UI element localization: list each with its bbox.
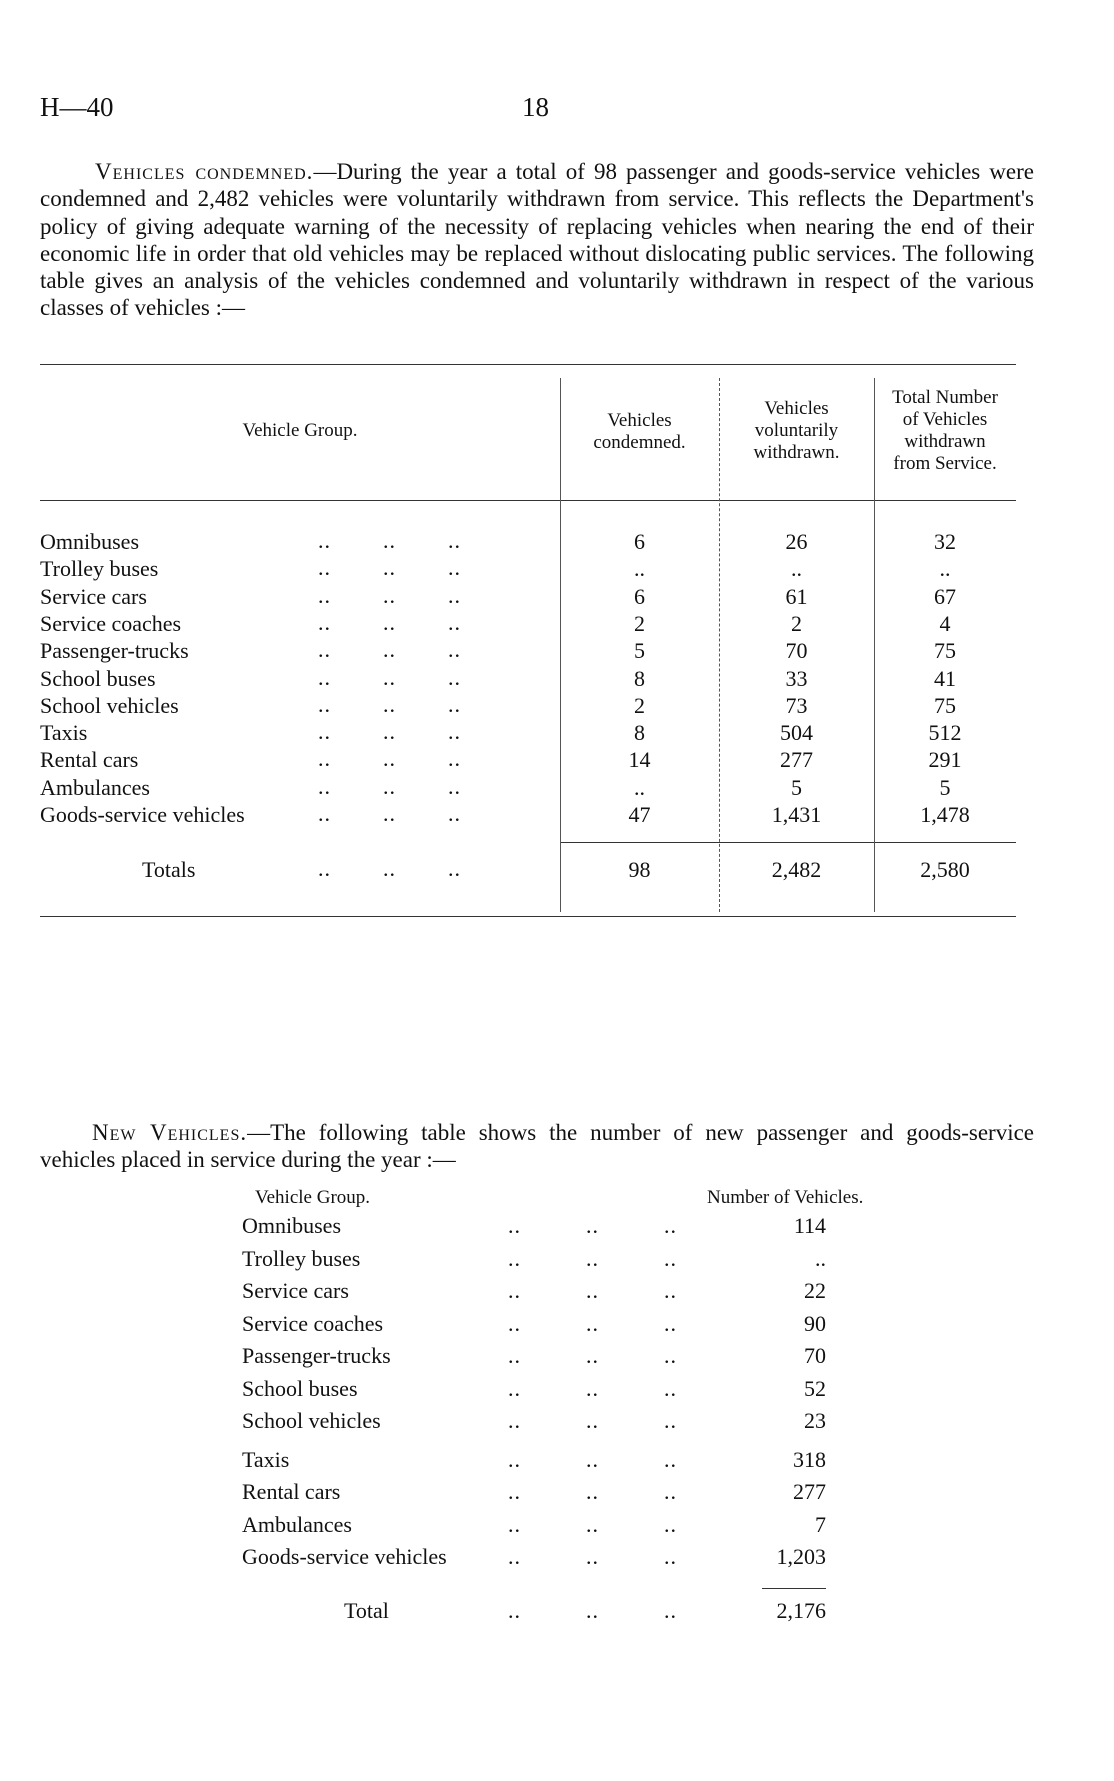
row-withdrawn: 61 bbox=[785, 583, 808, 609]
row-number: 7 bbox=[815, 1511, 826, 1537]
header-line: Total Number bbox=[892, 387, 998, 408]
row-withdrawn: .. bbox=[791, 556, 802, 582]
paragraph-text: —During the year a total of 98 passenger and goods-service vehicles were condemned and 2,482 vehicles were voluntarily withdrawn from service. This reflects the Department's policy of giving adequate warning of the necessity of replacing vehicles when nearing the end of their economic life in order that old vehicles may be replaced without dislocating public services. The following table gives an analysis of the vehicles condemned and voluntarily withdrawn in respect of the various classes of vehicles :— bbox=[40, 159, 1034, 321]
row-total: 41 bbox=[934, 665, 956, 691]
row-condemned: 14 bbox=[628, 747, 651, 773]
paragraph-text: —The following table shows the number of new passenger and goods-service vehicles placed in service during the year :— bbox=[40, 1120, 1034, 1173]
row-condemned: 47 bbox=[628, 802, 651, 827]
row-number: .. bbox=[815, 1245, 826, 1271]
leader-dots: .. .. .. bbox=[318, 773, 461, 799]
leader-dots: .. .. .. bbox=[318, 637, 461, 663]
row-total: 75 bbox=[934, 692, 956, 718]
row-withdrawn: 277 bbox=[780, 747, 813, 773]
row-total: 291 bbox=[928, 747, 962, 773]
row-vehicle-group: Trolley buses bbox=[40, 556, 159, 582]
row-vehicle-group: Passenger-trucks bbox=[40, 638, 189, 664]
page-number: 18 bbox=[522, 92, 549, 122]
row-number: 90 bbox=[804, 1310, 826, 1336]
total-rule bbox=[762, 1588, 826, 1589]
row-total: 512 bbox=[928, 720, 962, 746]
leader-dots: .. .. .. bbox=[318, 856, 461, 881]
section-heading: New Vehicles. bbox=[92, 1120, 248, 1145]
row-withdrawn: 33 bbox=[785, 665, 808, 691]
header-line: Vehicles bbox=[764, 398, 829, 419]
header-line: condemned. bbox=[593, 432, 686, 453]
row-vehicle-group: Rental cars bbox=[40, 747, 139, 773]
leader-dots: .. .. .. bbox=[318, 555, 461, 581]
row-condemned: 5 bbox=[634, 638, 645, 664]
row-withdrawn: 70 bbox=[785, 638, 808, 664]
table-header-rule bbox=[40, 500, 1016, 501]
header-line: from Service. bbox=[893, 453, 997, 474]
row-total: 1,478 bbox=[920, 802, 970, 827]
section-heading: Vehicles condemned. bbox=[95, 159, 314, 184]
report-reference: H—40 bbox=[40, 92, 114, 122]
leader-dots: .. .. .. bbox=[508, 1511, 677, 1537]
row-vehicle-group: School vehicles bbox=[242, 1408, 381, 1433]
row-withdrawn: 73 bbox=[785, 692, 808, 718]
row-vehicle-group: Rental cars bbox=[242, 1479, 341, 1504]
row-condemned: 2 bbox=[634, 610, 645, 636]
leader-dots: .. .. .. bbox=[508, 1213, 677, 1238]
totals-total: 2,580 bbox=[920, 857, 970, 882]
header-vehicle-group: Vehicle Group. bbox=[255, 1187, 371, 1208]
row-number: 23 bbox=[804, 1408, 826, 1433]
row-number: 22 bbox=[804, 1278, 826, 1303]
row-vehicle-group: Trolley buses bbox=[242, 1245, 361, 1271]
row-vehicle-group: Service cars bbox=[242, 1278, 349, 1303]
row-withdrawn: 504 bbox=[780, 720, 813, 746]
row-vehicle-group: Goods-service vehicles bbox=[40, 802, 245, 827]
row-total: 32 bbox=[934, 529, 956, 554]
row-withdrawn: 2 bbox=[791, 610, 802, 636]
table-bottom-rule bbox=[40, 916, 1016, 917]
leader-dots: .. .. .. bbox=[318, 528, 461, 553]
row-vehicle-group: School buses bbox=[40, 665, 156, 691]
row-condemned: 8 bbox=[634, 665, 645, 691]
leader-dots: .. .. .. bbox=[508, 1375, 677, 1401]
leader-dots: .. .. .. bbox=[318, 582, 461, 608]
paragraph-new-vehicles bbox=[40, 1119, 1034, 1174]
row-withdrawn: 26 bbox=[785, 529, 808, 554]
header-line: of Vehicles bbox=[902, 409, 988, 430]
row-vehicle-group: Taxis bbox=[242, 1446, 290, 1472]
header-withdrawn bbox=[719, 398, 874, 464]
header-line: Vehicles bbox=[607, 410, 672, 431]
leader-dots: .. .. .. bbox=[318, 801, 461, 826]
leader-dots: .. .. .. bbox=[508, 1446, 677, 1472]
leader-dots: .. .. .. bbox=[508, 1408, 677, 1433]
leader-dots: .. .. .. bbox=[508, 1278, 677, 1303]
row-total: 67 bbox=[934, 583, 956, 609]
header-line: voluntarily bbox=[754, 420, 839, 441]
header-number-of-vehicles: Number of Vehicles. bbox=[707, 1187, 864, 1208]
row-condemned: 8 bbox=[634, 720, 645, 746]
row-condemned: 6 bbox=[634, 583, 645, 609]
row-vehicle-group: School vehicles bbox=[40, 692, 179, 718]
leader-dots: .. .. .. bbox=[508, 1544, 677, 1569]
row-total: .. bbox=[939, 556, 951, 582]
row-vehicle-group: Ambulances bbox=[242, 1511, 352, 1537]
total-number: 2,176 bbox=[776, 1598, 826, 1623]
row-number: 114 bbox=[793, 1213, 826, 1238]
header-condemned bbox=[560, 410, 719, 454]
row-number: 277 bbox=[793, 1479, 826, 1504]
leader-dots: .. .. .. bbox=[318, 664, 461, 690]
header-vehicle-group: Vehicle Group. bbox=[242, 420, 358, 441]
paragraph-vehicles-condemned bbox=[40, 158, 1034, 322]
row-total: 5 bbox=[939, 774, 951, 800]
row-vehicle-group: School buses bbox=[242, 1375, 358, 1401]
row-vehicle-group: Omnibuses bbox=[40, 529, 139, 554]
header-line: withdrawn. bbox=[753, 442, 840, 463]
totals-label: Totals bbox=[142, 857, 196, 882]
row-condemned: .. bbox=[634, 556, 645, 582]
totals-rule bbox=[560, 842, 1016, 843]
header-line: withdrawn bbox=[904, 431, 986, 452]
leader-dots: .. .. .. bbox=[318, 691, 461, 717]
row-number: 52 bbox=[804, 1375, 826, 1401]
row-total: 75 bbox=[934, 638, 956, 664]
leader-dots: .. .. .. bbox=[318, 719, 461, 745]
row-condemned: .. bbox=[634, 774, 645, 800]
row-vehicle-group: Ambulances bbox=[40, 774, 150, 800]
totals-condemned: 98 bbox=[628, 857, 651, 882]
table-top-rule bbox=[40, 364, 1016, 365]
leader-dots: .. .. .. bbox=[318, 746, 461, 772]
leader-dots: .. .. .. bbox=[318, 609, 461, 635]
totals-withdrawn: 2,482 bbox=[771, 857, 822, 882]
row-vehicle-group: Goods-service vehicles bbox=[242, 1544, 447, 1569]
row-condemned: 2 bbox=[634, 692, 645, 718]
leader-dots: .. .. .. bbox=[508, 1598, 677, 1623]
row-vehicle-group: Passenger-trucks bbox=[242, 1343, 391, 1368]
row-total: 4 bbox=[939, 610, 951, 636]
row-vehicle-group: Service coaches bbox=[242, 1310, 384, 1336]
total-label: Total bbox=[344, 1598, 389, 1623]
row-condemned: 6 bbox=[634, 529, 645, 554]
row-withdrawn: 5 bbox=[791, 774, 802, 800]
leader-dots: .. .. .. bbox=[508, 1343, 677, 1368]
header-total bbox=[874, 387, 1016, 475]
leader-dots: .. .. .. bbox=[508, 1245, 677, 1271]
row-withdrawn: 1,431 bbox=[771, 802, 822, 827]
row-number: 318 bbox=[793, 1446, 826, 1472]
leader-dots: .. .. .. bbox=[508, 1479, 677, 1504]
row-vehicle-group: Taxis bbox=[40, 720, 88, 746]
row-number: 1,203 bbox=[776, 1544, 826, 1569]
row-vehicle-group: Service cars bbox=[40, 583, 147, 609]
row-number: 70 bbox=[804, 1343, 826, 1368]
row-vehicle-group: Service coaches bbox=[40, 610, 182, 636]
row-vehicle-group: Omnibuses bbox=[242, 1213, 341, 1238]
leader-dots: .. .. .. bbox=[508, 1310, 677, 1336]
